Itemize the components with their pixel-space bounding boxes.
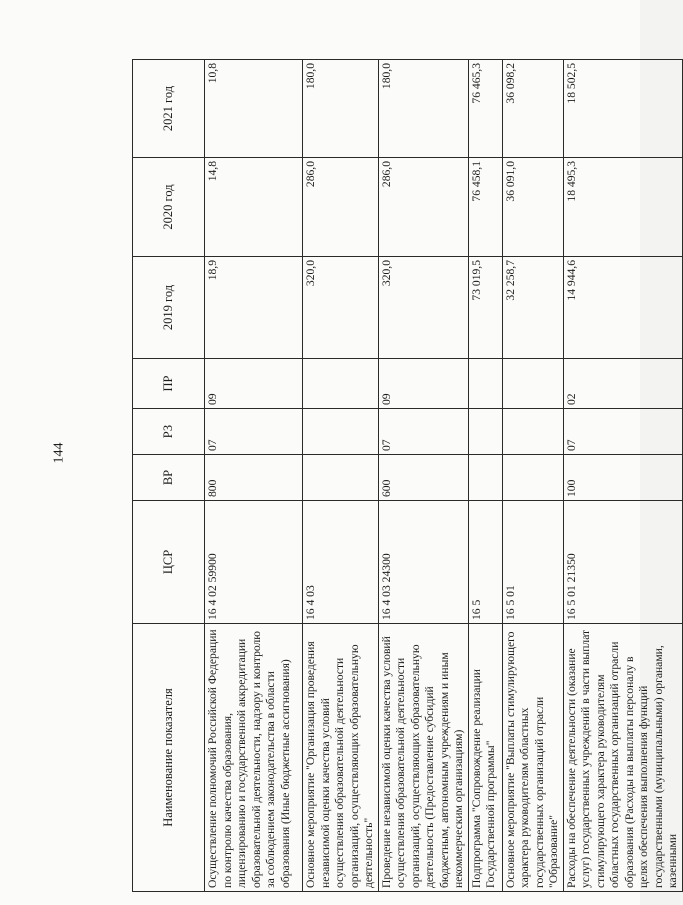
cell-vr [468, 455, 502, 501]
cell-2021: 36 098,2 [502, 60, 563, 158]
rotated-table-frame [132, 60, 679, 892]
table-row [303, 60, 379, 892]
header-rz: РЗ [133, 409, 205, 455]
cell-name: Подпрограмма "Сопровождение реализации Государственной программы" [468, 624, 502, 892]
table-row [468, 60, 502, 892]
cell-pr: 09 [205, 359, 303, 409]
header-csr: ЦСР [133, 501, 205, 624]
cell-2019: 32 258,7 [502, 257, 563, 359]
cell-csr: 16 5 01 [502, 501, 563, 624]
cell-name: Основное мероприятие "Выплаты стимулирующего характера руководителям областных государственных организаций отрасли "Образование" [502, 624, 563, 892]
table-row [378, 60, 468, 892]
rotated-table-content [132, 60, 679, 892]
page-number: 144 [51, 442, 67, 464]
cell-2020: 36 091,0 [502, 158, 563, 257]
budget-table [132, 59, 683, 892]
cell-2020: 76 458,1 [468, 158, 502, 257]
cell-2020: 18 495,3 [563, 158, 682, 257]
header-pr: ПР [133, 359, 205, 409]
cell-pr [502, 359, 563, 409]
cell-rz: 07 [378, 409, 468, 455]
table-row [502, 60, 563, 892]
cell-2019: 320,0 [378, 257, 468, 359]
cell-2021: 76 465,3 [468, 60, 502, 158]
table-row [205, 60, 303, 892]
cell-vr [303, 455, 379, 501]
cell-rz [502, 409, 563, 455]
cell-2021: 18 502,5 [563, 60, 682, 158]
cell-vr: 800 [205, 455, 303, 501]
cell-vr: 600 [378, 455, 468, 501]
header-2020: 2020 год [133, 158, 205, 257]
cell-rz: 07 [563, 409, 682, 455]
cell-name: Осуществление полномочий Российской Федерации по контролю качества образования, лицензированию и государственной аккредитации образовательной деятельности, надзору и контролю за соблюдением законодательства в области образования (Иные бюджетные ассигнования) [205, 624, 303, 892]
cell-2021: 180,0 [378, 60, 468, 158]
cell-name: Расходы на обеспечение деятельности (оказание услуг) государственных учреждений в части выплат стимулирующего характера руководителям областных государственных организаций отрасли образования (Расходы на выплаты персоналу в целях обеспечения выполнения функций государственными (муниципальными) органами, казенными [563, 624, 682, 892]
header-vr: ВР [133, 455, 205, 501]
cell-2019: 14 944,6 [563, 257, 682, 359]
cell-2019: 320,0 [303, 257, 379, 359]
cell-vr: 100 [563, 455, 682, 501]
cell-rz [468, 409, 502, 455]
cell-csr: 16 5 01 21350 [563, 501, 682, 624]
cell-2021: 180,0 [303, 60, 379, 158]
cell-vr [502, 455, 563, 501]
header-2019: 2019 год [133, 257, 205, 359]
cell-2020: 286,0 [378, 158, 468, 257]
cell-name: Основное мероприятие "Организация проведения независимой оценки качества условий осуществления образовательной деятельности организаций, осуществляющих образовательную деятельность" [303, 624, 379, 892]
cell-2019: 73 019,5 [468, 257, 502, 359]
header-2021: 2021 год [133, 60, 205, 158]
cell-csr: 16 4 03 24300 [378, 501, 468, 624]
cell-csr: 16 4 02 59900 [205, 501, 303, 624]
table-row [563, 60, 682, 892]
cell-2020: 286,0 [303, 158, 379, 257]
table-header-row [133, 60, 205, 892]
cell-pr [468, 359, 502, 409]
cell-pr [303, 359, 379, 409]
cell-name: Проведение независимой оценки качества условий осуществления образовательной деятельности организаций, осуществляющих образовательную деятельность (Предоставление субсидий бюджетным, автономным учреждениям и иным некоммерческим организациям) [378, 624, 468, 892]
cell-csr: 16 5 [468, 501, 502, 624]
cell-pr: 09 [378, 359, 468, 409]
cell-2021: 10,8 [205, 60, 303, 158]
cell-pr: 02 [563, 359, 682, 409]
cell-2020: 14,8 [205, 158, 303, 257]
cell-rz [303, 409, 379, 455]
cell-csr: 16 4 03 [303, 501, 379, 624]
cell-2019: 18,9 [205, 257, 303, 359]
header-name: Наименование показателя [133, 624, 205, 892]
cell-rz: 07 [205, 409, 303, 455]
